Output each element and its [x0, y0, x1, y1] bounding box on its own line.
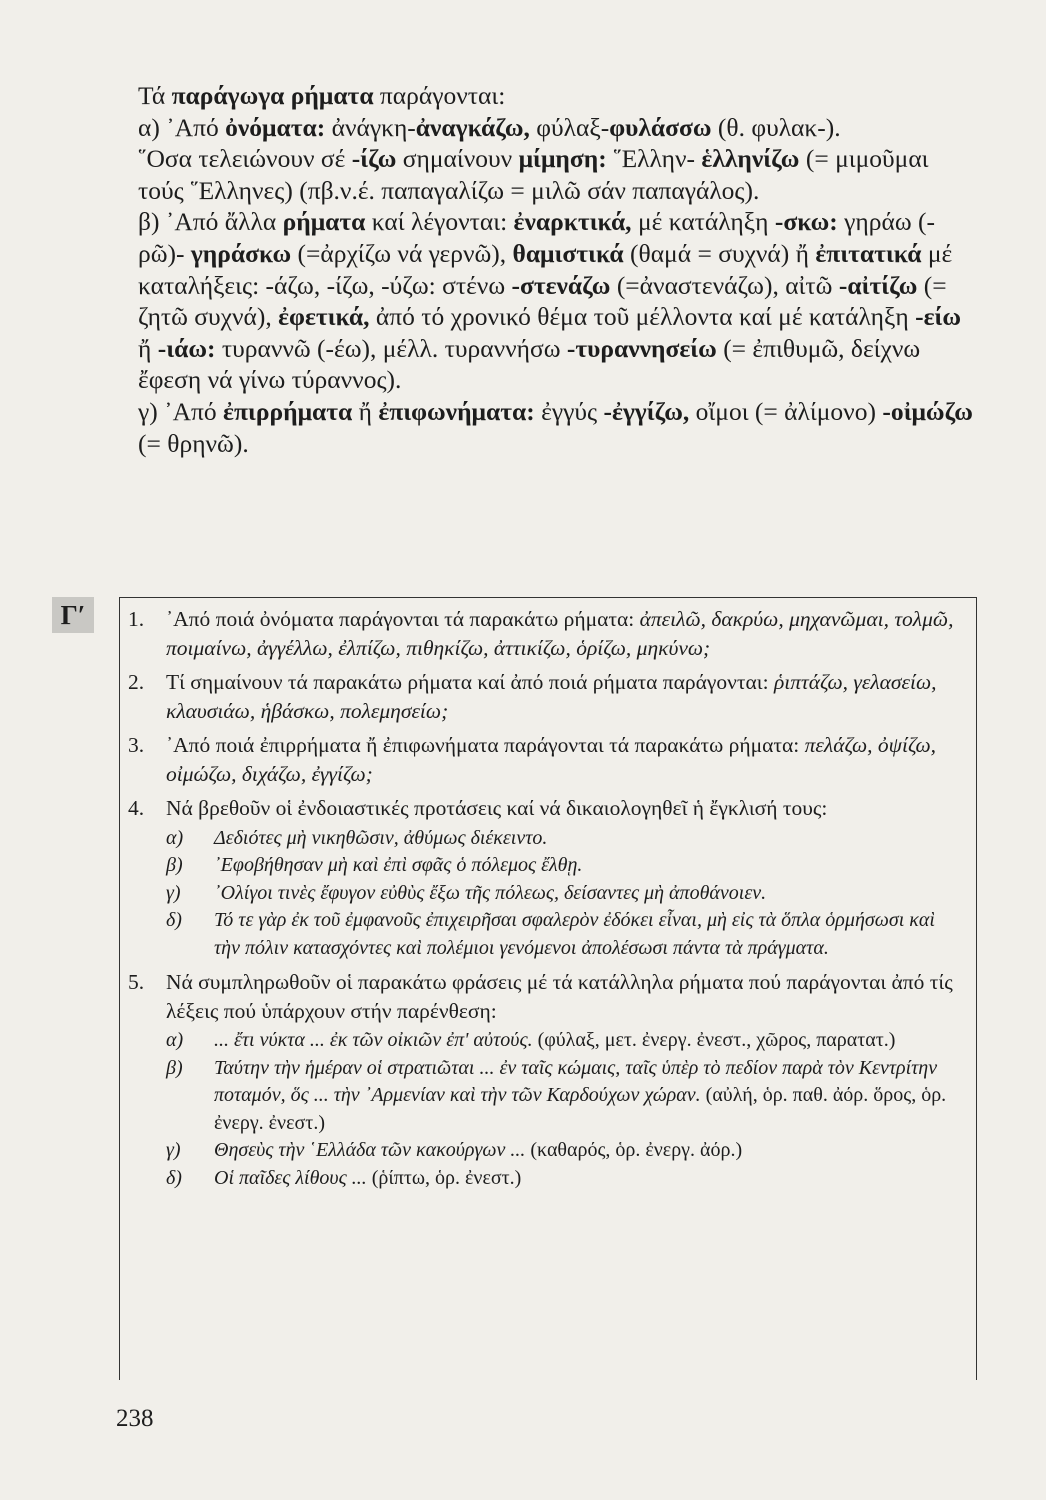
exercise-prompt: ᾿Από ποιά ἐπιρρήματα ἤ ἐπιφωνήματα παράγονται τά παρακάτω ρήματα: [166, 733, 805, 757]
text-fragment: γ) [166, 1139, 181, 1161]
exercise-words: ἀπειλῶ, δακρύω, μηχανῶμαι, τολμῶ, ποιμαίνω, ἀγγέλλω, ἐλπίζω, πιθηκίζω, ἀττικίζω, ὁρίζω, μηκύνω; [166, 607, 954, 660]
text-fragment: ᾿Ολίγοι τινὲς ἔφυγον εὐθὺς ἔξω τῆς πόλεως, δείσαντες μὴ ἀποθάνοιεν. [214, 881, 767, 904]
subitem [166, 907, 958, 962]
text-fragment: -ίζω [351, 144, 397, 174]
text-fragment: (=ἀρχίζω νά γερνῶ), [291, 238, 513, 268]
text-fragment: ... ἔτι νύκτα ... ἐκ τῶν οἰκιῶν ἐπ' αὐτούς. [214, 1029, 533, 1051]
text-fragment: ἀνάγκη- [325, 112, 416, 142]
text-fragment: (= θρηνῶ). [138, 428, 249, 458]
text-fragment: μέ κατάληξη [631, 207, 775, 237]
text-fragment: β) [166, 1056, 183, 1079]
text-fragment: -σκω: [774, 207, 838, 237]
exercise-number: 1. [128, 607, 145, 631]
text-fragment: ὀνόματα: [225, 112, 326, 142]
text-fragment: (θαμά = συχνά) ἤ [623, 238, 816, 268]
text-fragment: δ) [166, 1166, 182, 1189]
exercise-words: πελάζω, ὀψίζω, οἰμώζω, διχάζω, ἐγγίζω; [166, 733, 937, 786]
text-fragment: β) [166, 854, 183, 876]
text-fragment: σημαίνουν [396, 144, 519, 174]
text-fragment: α) [166, 826, 184, 849]
text-fragment: (= ζητῶ συχνά), [138, 270, 947, 332]
text-fragment: φύλαξ- [529, 112, 610, 142]
text-fragment: ἐπιτατικά [815, 238, 922, 268]
text-fragment: -τυραννησείω [566, 333, 717, 363]
exercise-prompt: Νά συμπληρωθοῦν οἱ παρακάτω φράσεις μέ τά κατάλληλα ρήματα πού παράγονται ἀπό τίς λέξεις πού ὑπάρχουν στήν παρένθεση: [166, 970, 953, 1023]
text-fragment: ῞Ελλην- [606, 144, 702, 174]
subitem [166, 1137, 958, 1165]
text-fragment: (καθαρός, ὁρ. ἐνεργ. ἀόρ.) [525, 1139, 743, 1161]
text-fragment: -ιάω: [157, 333, 216, 363]
text-fragment: γηράω (-ρῶ)- [138, 207, 935, 268]
text-fragment: τυραννῶ (-έω), μέλλ. τυραννήσω [215, 333, 567, 363]
text-fragment: -στενάζω [511, 270, 611, 300]
text-fragment: ἐναρκτικά, [513, 207, 632, 237]
theory-point-c [138, 396, 978, 459]
text-fragment: παράγωγα ρήματα [171, 81, 374, 110]
theory-point-b [138, 206, 978, 396]
text-fragment: (θ. φυλακ-). [711, 112, 841, 142]
page-number: 238 [116, 1405, 154, 1432]
text-fragment: (= μιμοῦμαι τούς ῞Ελληνες) (πβ.ν.έ. παπαγαλίζω = μιλῶ σάν παπαγάλος). [138, 144, 929, 205]
exercise-4 [128, 794, 958, 962]
text-fragment: -ἐγγίζω, [603, 396, 690, 426]
exercise-number: 5. [128, 970, 145, 994]
text-fragment: ἐφετικά, [278, 302, 370, 332]
text-fragment: ἀπό τό χρονικό θέμα τοῦ μέλλοντα καί μέ κατάληξη [369, 302, 916, 332]
text-fragment: Τά [138, 81, 172, 110]
exercises-section [128, 605, 958, 1198]
text-fragment: (αὐλή, ὁρ. παθ. ἀόρ. ὅρος, ὁρ. ἐνεργ. ἐνεστ.) [214, 1084, 947, 1134]
text-fragment: παράγονται: [373, 81, 506, 110]
text-fragment: μίμηση: [518, 144, 607, 174]
text-fragment: ἑλληνίζω [701, 144, 800, 174]
text-fragment: -οἰμώζω [882, 396, 973, 426]
text-fragment: Δεδιότες μὴ νικηθῶσιν, ἀθύμως διέκειντο. [214, 826, 548, 849]
text-fragment: -αἰτίζω [838, 270, 918, 300]
section-marker: Γ′ [52, 597, 94, 633]
exercise-2 [128, 668, 958, 725]
text-fragment: β) ᾿Από ἄλλα [138, 207, 283, 237]
text-fragment: γ) [166, 881, 181, 904]
text-fragment: θαμιστικά [512, 238, 624, 268]
text-fragment: Θησεὺς τὴν ῾Ελλάδα τῶν κακούργων ... [214, 1139, 526, 1161]
text-fragment: α) ᾿Από [138, 112, 226, 142]
theory-intro [138, 80, 978, 112]
exercise-5 [128, 968, 958, 1192]
text-fragment: ῞Οσα τελειώνουν σέ [138, 144, 352, 174]
text-fragment: Οἱ παῖδες λίθους ... [214, 1166, 367, 1189]
text-fragment: ρήματα [282, 207, 366, 237]
text-fragment: α) [166, 1029, 184, 1051]
text-fragment: ἤ [352, 396, 379, 426]
text-fragment: (=ἀναστενάζω), αἰτῶ [610, 270, 839, 300]
exercise-subitems [166, 825, 958, 963]
subitem [166, 1027, 958, 1055]
exercise-words: ῥιπτάζω, γελασείω, κλαυσιάω, ἡβάσκω, πολεμησείω; [166, 670, 937, 723]
subitem [166, 1165, 958, 1193]
text-fragment: καί λέγονται: [365, 207, 514, 237]
theory-section [138, 80, 978, 459]
subitem [166, 825, 958, 853]
subitem [166, 1055, 958, 1138]
theory-point-a [138, 112, 978, 144]
subitem [166, 880, 958, 908]
text-fragment: οἴμοι (= ἀλίμονο) [689, 396, 883, 426]
subitem [166, 852, 958, 880]
text-fragment: μέ καταλήξεις: -άζω, -ίζω, -ύζω: στένω [138, 238, 953, 300]
exercise-prompt: Νά βρεθοῦν οἱ ἐνδοιαστικές προτάσεις καί νά δικαιολογηθεῖ ἡ ἔγκλισή τους: [166, 796, 828, 820]
text-fragment: ἐπιφωνήματα: [378, 396, 535, 426]
exercise-subitems [166, 1027, 958, 1192]
exercise-number: 3. [128, 733, 145, 757]
exercise-number: 4. [128, 796, 145, 820]
exercise-prompt: Τί σημαίνουν τά παρακάτω ρήματα καί ἀπό ποιά ρήματα παράγονται: [166, 670, 774, 694]
exercise-prompt: ᾿Από ποιά ὀνόματα παράγονται τά παρακάτω ρήματα: [166, 607, 640, 631]
text-fragment: φυλάσσω [609, 112, 712, 142]
text-fragment: ᾿Εφοβήθησαν μὴ καὶ ἐπὶ σφᾶς ὁ πόλεμος ἔλθῃ. [214, 854, 583, 876]
text-fragment: -είω [915, 302, 962, 332]
text-fragment: ἀναγκάζω, [415, 112, 530, 142]
text-fragment: ἤ [138, 333, 158, 363]
exercise-1 [128, 605, 958, 662]
exercise-number: 2. [128, 670, 145, 694]
text-fragment: (ῥίπτω, ὁρ. ἐνεστ.) [366, 1166, 522, 1189]
text-fragment: γ) ᾿Από [138, 396, 224, 426]
text-fragment: ἐγγύς [534, 396, 604, 426]
text-fragment: (φύλαξ, μετ. ἐνεργ. ἐνεστ., χῶρος, παρατατ.) [532, 1029, 896, 1051]
exercise-3 [128, 731, 958, 788]
text-fragment: ἐπιρρήματα [223, 396, 353, 426]
text-fragment: (= ἐπιθυμῶ, δείχνω ἔφεση νά γίνω τύραννος). [138, 333, 921, 395]
text-fragment: Τό τε γὰρ ἐκ τοῦ ἐμφανοῦς ἐπιχειρῆσαι σφαλερὸν ἐδόκει εἶναι, μὴ εἰς τὰ ὅπλα ὁρμήσωσι καὶ τὴν πόλιν κατασχόντες καὶ πολέμιοι γενόμενοι ἀπολέσωσι πάντα τὰ πράγματα. [214, 909, 935, 959]
text-fragment: Ταύτην τὴν ἡμέραν οἱ στρατιῶται ... ἐν ταῖς κώμαις, ταῖς ὑπὲρ τὸ πεδίον παρὰ τὸν Κεντρίτην ποταμόν, ὅς ... τὴν ᾿Αρμενίαν καὶ τὴν τῶν Καρδούχων χώραν. [214, 1056, 938, 1106]
theory-point-a-mimesis [138, 143, 978, 206]
text-fragment: γηράσκω [190, 238, 292, 268]
text-fragment: δ) [166, 909, 182, 931]
